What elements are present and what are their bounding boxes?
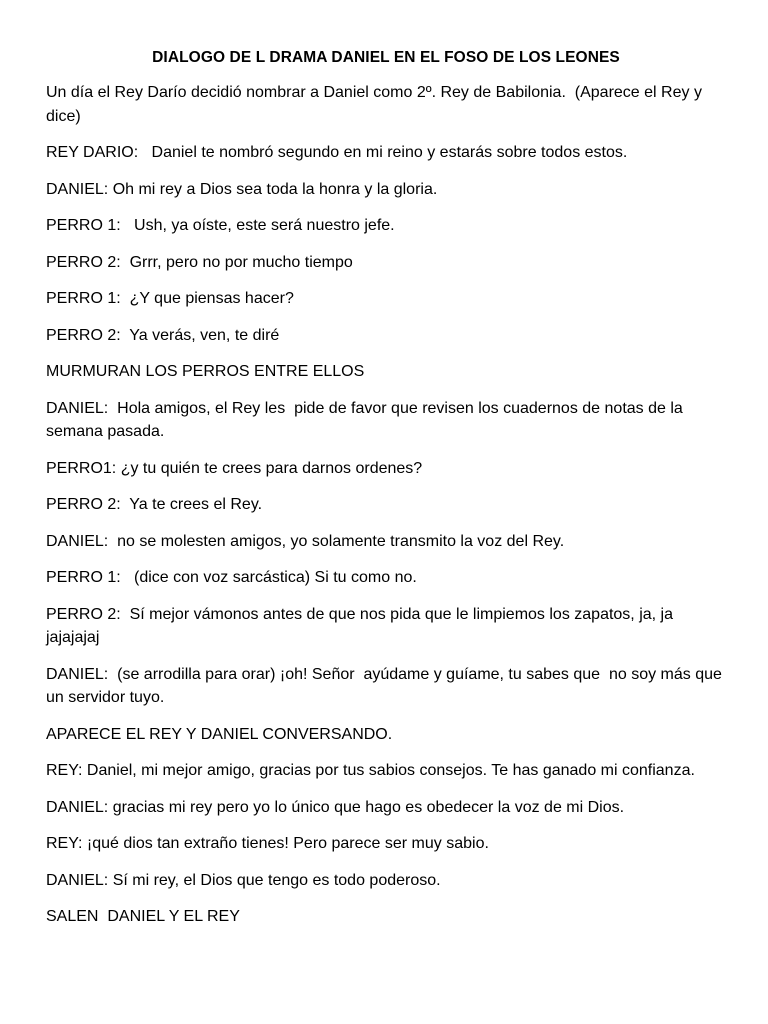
- dialogue-line: DANIEL: gracias mi rey pero yo lo único que hago es obedecer la voz de mi Dios.: [46, 798, 625, 816]
- document-page: [46, 47, 726, 942]
- dialogue-line: DANIEL: (se arrodilla para orar) ¡oh! Señor ayúdame y guíame, tu sabes que no soy más que un servidor tuyo.: [46, 665, 727, 706]
- dialogue-line: PERRO 2: Ya verás, ven, te diré: [46, 326, 280, 344]
- stage-direction: APARECE EL REY Y DANIEL CONVERSANDO.: [46, 725, 393, 743]
- stage-direction: MURMURAN LOS PERROS ENTRE ELLOS: [46, 363, 365, 380]
- dialogue-line: PERRO1: ¿y tu quién te crees para darnos ordenes?: [46, 459, 423, 477]
- paragraph-intro: Un día el Rey Darío decidió nombrar a Daniel como 2º. Rey de Babilonia. (Aparece el Rey y dice): [46, 84, 707, 125]
- dialogue-line: PERRO 2: Sí mejor vámonos antes de que nos pida que le limpiemos los zapatos, ja, ja jajajajaj: [46, 605, 678, 646]
- dialogue-line: REY DARIO: Daniel te nombró segundo en mi reino y estarás sobre todos estos.: [46, 144, 628, 161]
- dialogue-line: REY: Daniel, mi mejor amigo, gracias por tus sabios consejos. Te has ganado mi confianza.: [46, 762, 695, 779]
- dialogue-line: DANIEL: Sí mi rey, el Dios que tengo es todo poderoso.: [46, 871, 441, 889]
- dialogue-line: PERRO 1: Ush, ya oíste, este será nuestro jefe.: [46, 217, 395, 234]
- dialogue-line: DANIEL: Hola amigos, el Rey les pide de favor que revisen los cuadernos de notas de la semana pasada.: [46, 399, 688, 440]
- dialogue-line: PERRO 2: Ya te crees el Rey.: [46, 496, 263, 513]
- dialogue-line: PERRO 1: ¿Y que piensas hacer?: [46, 290, 294, 307]
- dialogue-line: DANIEL: Oh mi rey a Dios sea toda la honra y la gloria.: [46, 180, 438, 198]
- dialogue-line: PERRO 2: Grrr, pero no por mucho tiempo: [46, 253, 353, 271]
- dialogue-line: PERRO 1: (dice con voz sarcástica) Si tu como no.: [46, 569, 417, 586]
- document-title: DIALOGO DE L DRAMA DANIEL EN EL FOSO DE LOS LEONES: [152, 49, 620, 66]
- dialogue-line: DANIEL: no se molesten amigos, yo solamente transmito la voz del Rey.: [46, 532, 565, 550]
- dialogue-line: REY: ¡qué dios tan extraño tienes! Pero parece ser muy sabio.: [46, 835, 489, 852]
- stage-direction: SALEN DANIEL Y EL REY: [46, 908, 240, 925]
